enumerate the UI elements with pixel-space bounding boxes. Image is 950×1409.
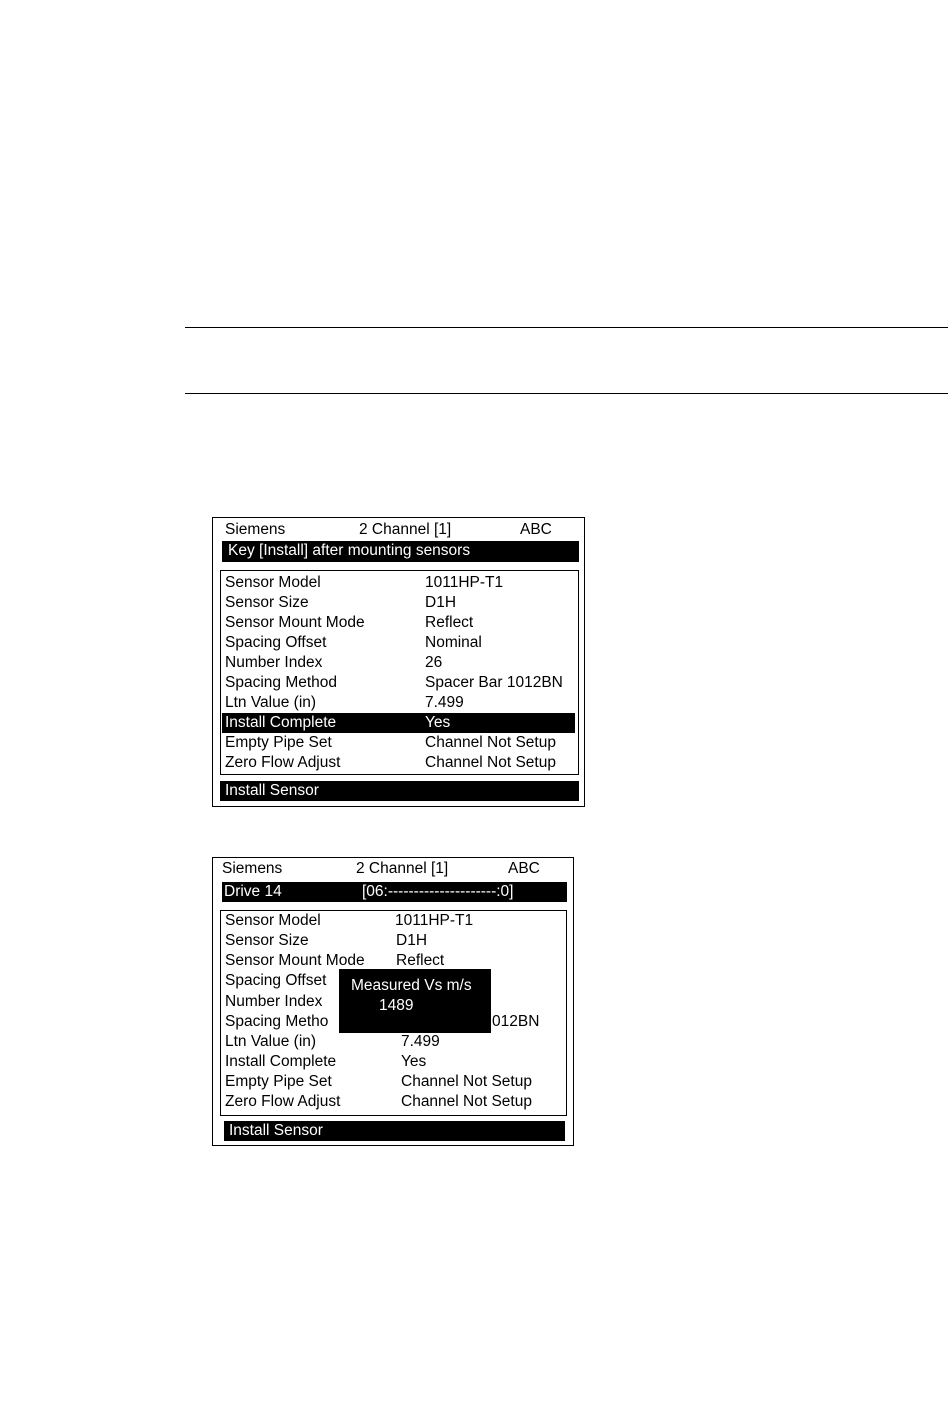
list-item[interactable]: Number Index 26 (225, 654, 443, 671)
list-item[interactable]: Sensor Model 1011HP-T1 (225, 912, 474, 929)
list-item-selected[interactable]: Install Complete Yes (222, 713, 575, 733)
status-left: Drive 14 (224, 883, 282, 900)
list-item[interactable]: Sensor Size D1H (225, 932, 428, 949)
list-item[interactable]: Empty Pipe Set Channel Not Setup (225, 1073, 532, 1090)
header-mode: ABC (508, 860, 540, 877)
list-item[interactable]: Install Complete Yes (225, 1053, 427, 1070)
list-item[interactable]: Empty Pipe Set Channel Not Setup (225, 734, 556, 751)
screen-install-prompt (212, 517, 585, 807)
list-item[interactable]: Sensor Model 1011HP-T1 (225, 574, 504, 591)
list-item[interactable]: Sensor Size D1H (225, 594, 457, 611)
popup-title: Measured Vs m/s (351, 977, 472, 994)
list-item[interactable]: Spacing Method Spacer Bar 1012BN (225, 674, 563, 691)
header-channel: 2 Channel [1] (359, 521, 452, 538)
list-item[interactable]: Spacing Metho 012BN (225, 1013, 540, 1030)
list-item[interactable]: Spacing Offset (225, 972, 327, 989)
status-bar (222, 882, 567, 902)
footer-text: Install Sensor (229, 1122, 323, 1139)
bottom-rule (185, 393, 948, 394)
footer-text: Install Sensor (225, 782, 319, 799)
footer-bar (220, 781, 579, 801)
list-item[interactable]: Ltn Value (in) 7.499 (225, 1033, 440, 1050)
list-item[interactable]: Spacing Offset Nominal (225, 634, 482, 651)
top-rule (185, 327, 948, 328)
header-brand: Siemens (225, 521, 286, 538)
list-item[interactable]: Sensor Mount Mode Reflect (225, 952, 445, 969)
status-progress: [06:---------------------:0] (362, 883, 514, 900)
list-item[interactable]: Zero Flow Adjust Channel Not Setup (225, 754, 556, 771)
screen-measuring (212, 857, 574, 1146)
header-channel: 2 Channel [1] (356, 860, 449, 877)
header-brand: Siemens (222, 860, 283, 877)
prompt-bar (222, 541, 579, 562)
footer-bar (224, 1121, 565, 1141)
parameter-list (220, 570, 579, 775)
header-mode: ABC (520, 521, 552, 538)
list-item[interactable]: Sensor Mount Mode Reflect (225, 614, 474, 631)
list-item[interactable]: Zero Flow Adjust Channel Not Setup (225, 1093, 532, 1110)
list-item[interactable]: Ltn Value (in) 7.499 (225, 694, 464, 711)
prompt-text: Key [Install] after mounting sensors (228, 542, 471, 559)
popup-value: 1489 (379, 997, 414, 1014)
measured-vs-popup (339, 969, 491, 1033)
list-item[interactable]: Number Index (225, 993, 323, 1010)
